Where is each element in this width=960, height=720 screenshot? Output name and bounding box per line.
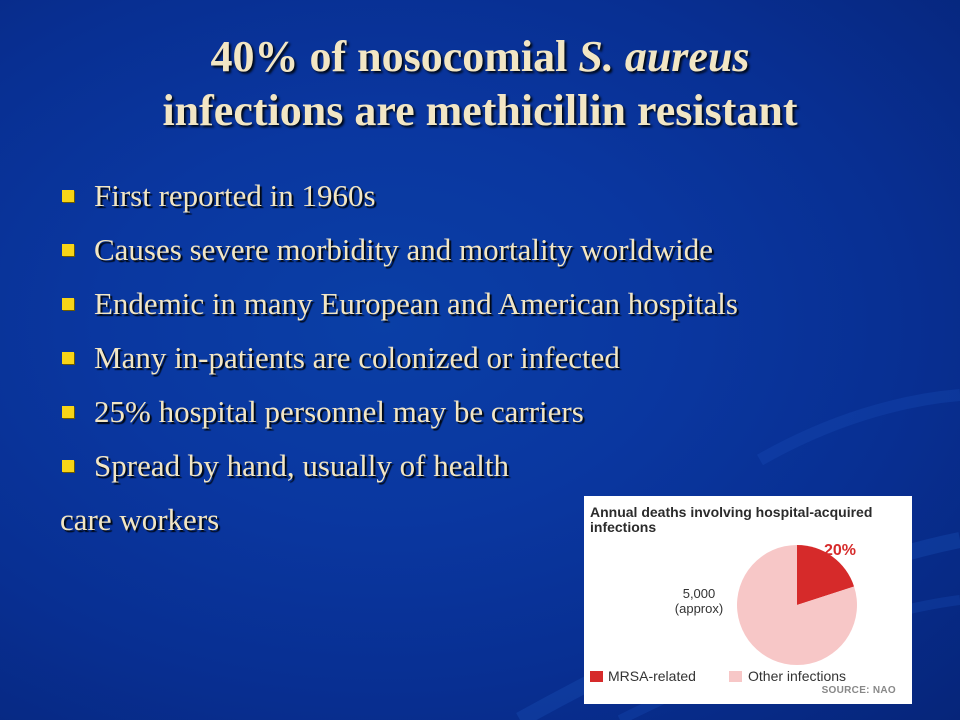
square-bullet-icon [62,190,74,202]
bullet-text: Many in-patients are colonized or infected [94,340,620,375]
bullet-text: Endemic in many European and American hospitals [94,286,738,321]
legend-swatch-other [729,671,742,682]
title-text-part1: 40% of nosocomial [210,32,579,81]
bullet-text: First reported in 1960s [94,178,376,213]
bullet-text: Spread by hand, usually of health [94,448,509,483]
bullet-continuation-text: care workers [60,502,220,537]
chart-title: Annual deaths involving hospital-acquired infections [590,504,873,535]
bullet-item [60,390,920,444]
legend-label-other: Other infections [748,668,847,684]
square-bullet-icon [62,298,74,310]
pie-percent-label: 20% [824,542,857,559]
pie-total-label [654,586,744,616]
square-bullet-icon [62,352,74,364]
slide-title [0,30,960,138]
title-line-2: infections are methicillin resistant [162,86,798,135]
bullet-item [60,174,920,228]
bullet-item [60,444,920,498]
legend-swatch-mrsa [590,671,603,682]
title-line-1 [0,30,960,84]
bullet-item [60,336,920,390]
bullet-text: Causes severe morbidity and mortality worldwide [94,232,714,267]
square-bullet-icon [62,244,74,256]
legend-label-mrsa: MRSA-related [608,668,696,684]
square-bullet-icon [62,460,74,472]
pie-chart-image [584,496,912,704]
pie-total-approx: (approx) [674,601,724,616]
bullet-text: 25% hospital personnel may be carriers [94,394,584,429]
bullet-item [60,282,920,336]
square-bullet-icon [62,406,74,418]
bullet-item [60,228,920,282]
title-text-italic: S. aureus [578,32,750,81]
bullet-list [60,174,920,498]
pie-total-value: 5,000 [682,586,716,601]
chart-source: SOURCE: NAO [821,685,896,696]
